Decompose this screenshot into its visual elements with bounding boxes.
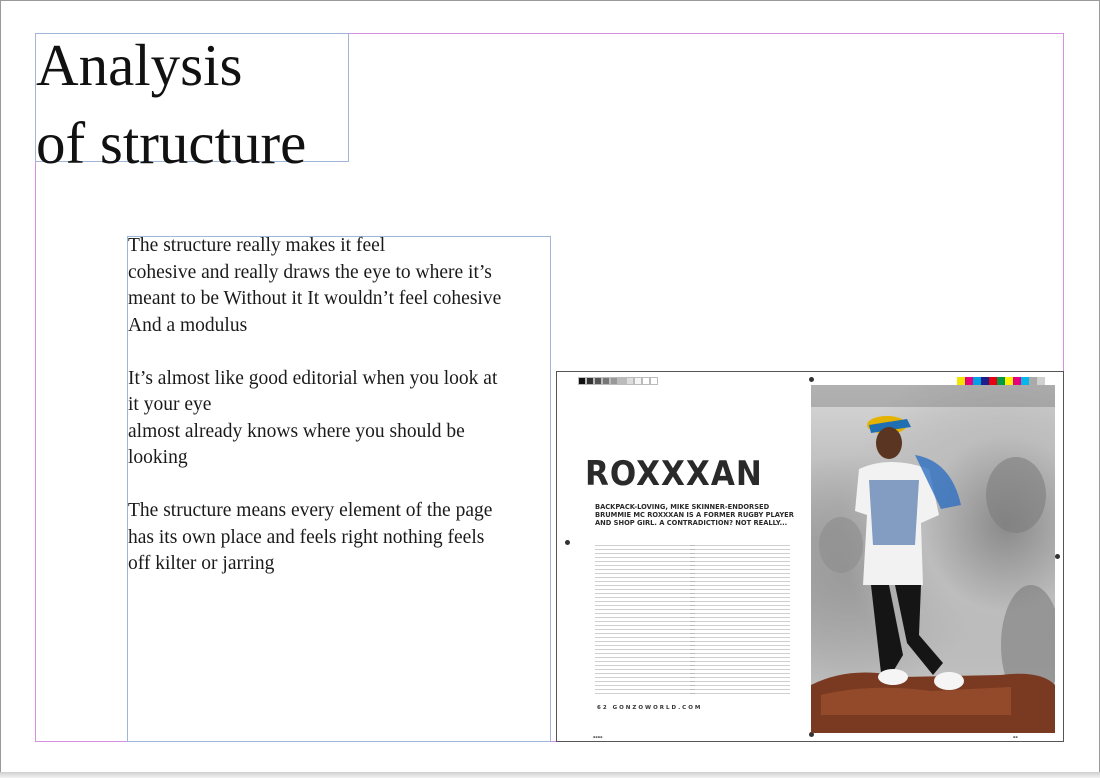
text-line: And a modulus [128,314,248,336]
text-line: it your eye [128,394,212,415]
gray-swatch [642,377,650,385]
text-line: has its own place and feels right nothing feels [128,526,485,548]
paragraph [128,366,558,472]
gray-swatch [610,377,618,385]
text-line: The structure really makes it feel [128,235,386,256]
text-line: The structure means every element of the page [128,500,493,521]
grayscale-bar [578,377,658,385]
gray-swatch [618,377,626,385]
color-swatch [1005,377,1013,385]
magazine-standfirst: BACKPACK-LOVING, MIKE SKINNER-ENDORSED BRUMMIE MC ROXXXAN IS A FORMER RUGBY PLAYER AND SHOP GIRL. A CONTRADICTION? NOT REALLY... [595,503,794,527]
text-line: looking [128,447,188,468]
magazine-body-column [595,545,695,695]
gray-swatch [586,377,594,385]
title-line: of structure [36,110,307,176]
magazine-footer: 62 GONZOWORLD.COM [597,705,703,711]
color-swatch [957,377,965,385]
color-bar [957,377,1045,385]
magazine-body-column [690,545,790,695]
text-line: It’s almost like good editorial when you look at [128,367,498,389]
paragraph [128,498,558,578]
slug-line: ▪▪ [1013,735,1018,739]
color-swatch [1037,377,1045,385]
photo-figure [811,385,1055,733]
photo-icon [811,385,1055,733]
page-title [36,26,306,182]
title-line: Analysis [36,32,243,98]
gray-swatch [578,377,586,385]
registration-mark [809,377,814,382]
gray-swatch [650,377,658,385]
body-text [128,233,558,604]
text-line: cohesive and really draws the eye to where it’s [128,261,492,283]
paragraph [128,233,558,339]
color-swatch [1021,377,1029,385]
page-edge-shadow [0,772,1100,778]
text-line: almost already knows where you should be [128,420,465,442]
color-swatch [989,377,997,385]
registration-mark [565,540,570,545]
gray-swatch [634,377,642,385]
gray-swatch [602,377,610,385]
slug-line: ▪▪▪▪ [593,735,603,739]
color-swatch [1013,377,1021,385]
color-swatch [981,377,989,385]
registration-mark [1055,554,1060,559]
color-swatch [1029,377,1037,385]
magazine-headline: ROXXXAN [585,454,763,494]
text-line: off kilter or jarring [128,553,275,574]
color-swatch [973,377,981,385]
gray-swatch [594,377,602,385]
gray-swatch [626,377,634,385]
color-swatch [965,377,973,385]
text-line: meant to be Without it It wouldn’t feel cohesive [128,288,502,309]
magazine-spread-image[interactable] [556,371,1064,742]
color-swatch [997,377,1005,385]
